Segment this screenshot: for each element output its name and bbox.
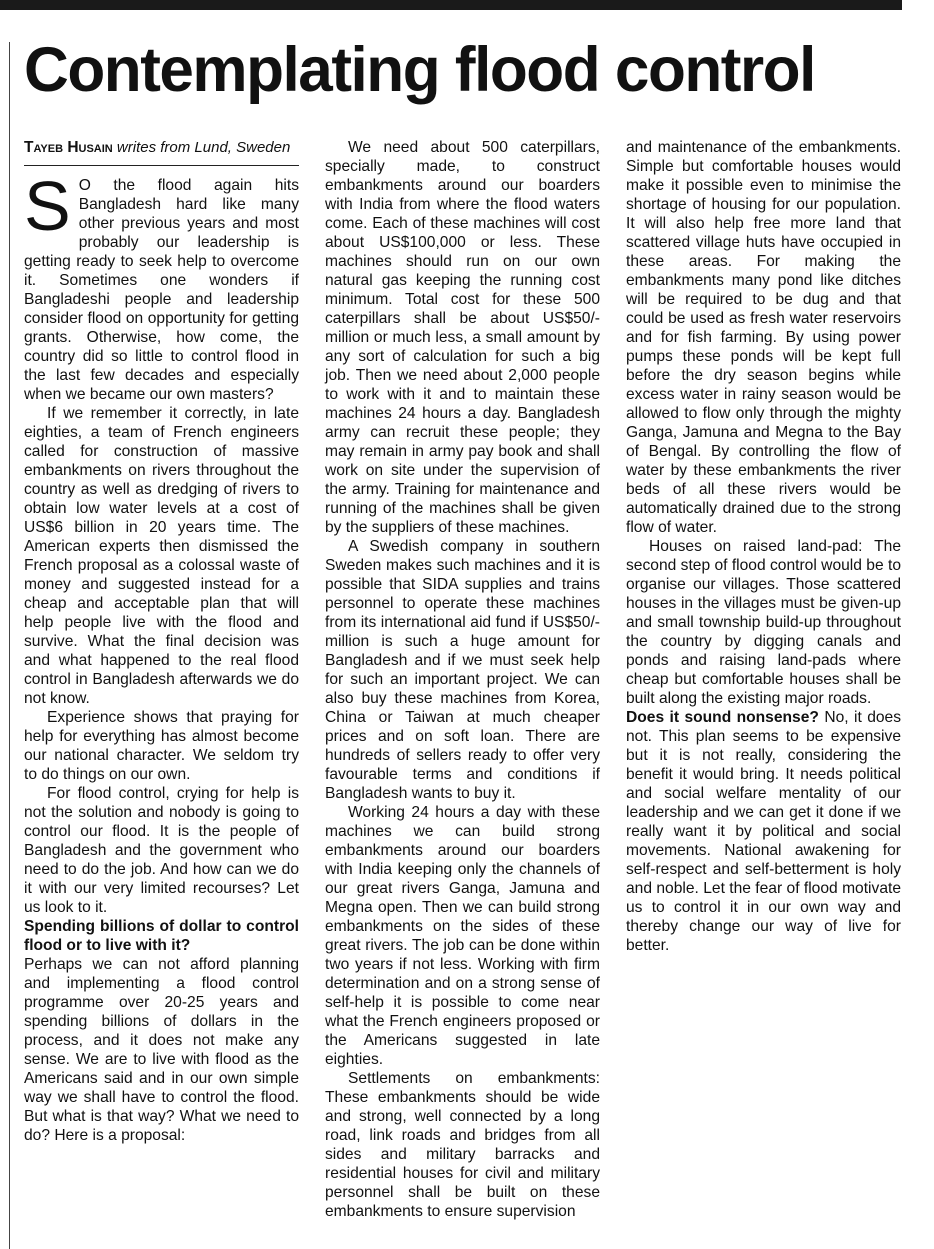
article-column-2 [325, 138, 600, 1221]
byline [24, 138, 299, 157]
paragraph-2: If we remember it correctly, in late eighties, a team of French engineers called for construction of massive embankments on rivers throughout the country as well as dredging of rivers to obtain low water levels at a cost of US$6 billion in 20 years time. The American experts then dismissed the French proposal as a colossal waste of money and suggested instead for a cheap and acceptable plan that will help people live with the flood and survive. What the final decision was and what happened to the real flood control in Bangladesh afterwards we do not know. [24, 405, 299, 707]
article-column-3 [626, 138, 901, 955]
author-location: writes from Lund, Sweden [116, 139, 291, 156]
subhead-spending: Spending billions of dollar to control flood or to live with it? [24, 918, 299, 954]
byline-divider [24, 165, 299, 166]
paragraph-7: A Swedish company in southern Sweden makes such machines and it is possible that SIDA supplies and trains personnel to operate these machines from its international aid fund if US$50/- million is such a huge amount for Bangladesh and if we must seek help for such an important project. We can also buy these machines from Korea, China or Taiwan at much cheaper prices and on soft loan. There are hundreds of sellers ready to offer very favourable terms and conditions if Bangladesh wants to buy it. [325, 538, 600, 802]
paragraph-6: We need about 500 caterpillars, specially made, to construct embankments around our boarders with India from where the flood waters come. Each of these machines will cost about US$100,000 or less. These machines should run on our own natural gas keeping the running cost minimum. Total cost for these 500 caterpillars shall be about US$50/- million or much less, a small amount by any sort of calculation for such a big job. Then we need about 2,000 people to work with it and to maintain these machines 24 hours a day. Bangladesh army can recruit these people; they may remain in army pay book and shall work on site under the supervision of the army. Training for maintenance and running of the machines shall be given by the suppliers of these machines. [325, 139, 600, 536]
author-name: Tayeb Husain [24, 139, 113, 156]
paragraph-4: For flood control, crying for help is not the solution and nobody is going to control our flood. It is the people of Bangladesh and the government who need to do the job. And how can we do it with our very limited recourses? Let us look to it. [24, 785, 299, 916]
drop-cap: S [24, 167, 71, 245]
left-border-rule [9, 42, 10, 1249]
paragraph-11-text: No, it does not. This plan seems to be expensive but it is not really, considering the benefit it would bring. It needs political and social welfare mentality of our leadership and we can get it done if we really want it by political and social movements. National awakening for self-respect and self-betterment is holy and noble. Let the fear of flood motivate us to control it in our own way and thereby change our way of live for better. [626, 709, 902, 954]
top-border-rule [0, 0, 902, 10]
paragraph-11 [626, 708, 901, 955]
paragraph-9: Settlements on embankments: These embankments should be wide and strong, well connected by a long road, link roads and bridges from all sides and military barracks and residential houses for civil and military personnel shall be built on these embankments to ensure supervision [325, 1070, 600, 1220]
paragraph-1-text: O the flood again hits Bangladesh hard like many other previous years and most probably our leadership is getting ready to seek help to overcome it. Sometimes one wonders if Bangladeshi people and leadership consider flood on opportunity for getting grants. Otherwise, how come, the country did so little to control flood in the last few decades and especially when we became our own masters? [24, 177, 299, 403]
paragraph-9-continued: and maintenance of the embankments. Simple but comfortable houses would make it possible even to minimise the shortage of housing for our population. It will also help free more land that scattered village huts have occupied in these areas. For making the embankments many pond like ditches will be required to be dug and that could be used as fresh water reservoirs and for fish farming. By using power pumps these ponds will be kept full before the dry season begins while excess water in rainy season would be allowed to flow only through the mighty Ganga, Jamuna and Megna to the Bay of Bengal. By controlling the flow of water by these embankments the river beds of all these rivers would be automatically drained due to the strong flow of water. [626, 139, 901, 536]
paragraph-1 [24, 167, 299, 404]
subhead-nonsense: Does it sound nonsense? [626, 709, 819, 726]
paragraph-10: Houses on raised land-pad: The second step of flood control would be to organise our villages. Those scattered houses in the villages must be given-up and small township build-up throughout the country by digging canals and ponds and raising land-pads where cheap but comfortable houses shall be built along the existing major roads. [626, 538, 901, 707]
paragraph-5: Perhaps we can not afford planning and implementing a flood control programme over 20-25 years and spending billions of dollars in the process, and it does not make any sense. We are to live with flood as the Americans said and in our own simple way we shall have to control the flood. But what is that way? What we need to do? Here is a proposal: [24, 956, 299, 1144]
article-column-1 [24, 138, 299, 1145]
paragraph-8: Working 24 hours a day with these machines we can build strong embankments around our boarders with India keeping only the channels of our great rivers Ganga, Jamuna and Megna open. Then we can build strong embankments on the sides of these great rivers. The job can be done within two years if not less. Working with firm determination and on a strong sense of self-help it is possible to come near what the French engineers proposed or the Americans suggested in late eighties. [325, 804, 600, 1068]
paragraph-3: Experience shows that praying for help for everything has almost become our national character. We seldom try to do things on our own. [24, 709, 299, 783]
headline: Contemplating flood control [24, 35, 815, 105]
